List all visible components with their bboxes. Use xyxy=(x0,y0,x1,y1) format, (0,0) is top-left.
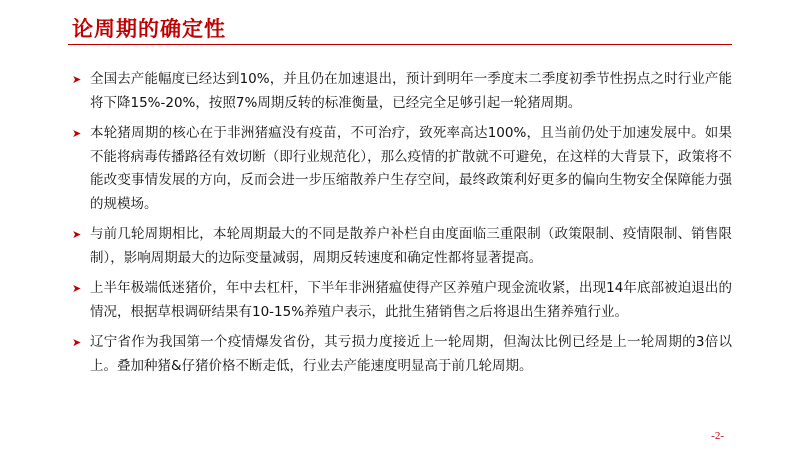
slide-title: 论周期的确定性 xyxy=(72,17,226,41)
arrow-right-icon: ➤ xyxy=(72,228,82,241)
bullet-item xyxy=(68,122,732,216)
bullet-text: 全国去产能幅度已经达到10%，并且仍在加速退出，预计到明年一季度末二季度初季节性拐点之时行业产能将下降15%-20%，按照7%周期反转的标准衡量，已经完全足够引起一轮猪周期。 xyxy=(90,71,732,111)
bullet-item xyxy=(68,223,732,270)
title-divider xyxy=(68,44,732,45)
bullet-text: 上半年极端低迷猪价，年中去杠杆，下半年非洲猪瘟使得产区养殖户现金流收紧，出现14年底部被迫退出的情况，根据草根调研结果有10-15%养殖户表示，此批生猪销售之后将退出生猪养殖行业。 xyxy=(90,280,732,320)
arrow-right-icon: ➤ xyxy=(72,73,82,86)
bullet-list xyxy=(68,68,732,385)
bullet-item xyxy=(68,68,732,115)
bullet-text: 本轮猪周期的核心在于非洲猪瘟没有疫苗，不可治疗，致死率高达100%，且当前仍处于加速发展中。如果不能将病毒传播路径有效切断（即行业规范化），那么疫情的扩散就不可避免，在这样的大背景下，政策将不能改变事情发展的方向，反而会进一步压缩散养户生存空间，最终政策利好更多的偏向生物安全保障能力强的规模场。 xyxy=(90,125,732,212)
page-number: -2- xyxy=(711,430,724,442)
bullet-item xyxy=(68,331,732,378)
arrow-right-icon: ➤ xyxy=(72,282,82,295)
bullet-text: 辽宁省作为我国第一个疫情爆发省份，其亏损力度接近上一轮周期，但淘汰比例已经是上一轮周期的3倍以上。叠加种猪&仔猪价格不断走低，行业去产能速度明显高于前几轮周期。 xyxy=(90,334,732,374)
bullet-item xyxy=(68,277,732,324)
arrow-right-icon: ➤ xyxy=(72,336,82,349)
bullet-text: 与前几轮周期相比，本轮周期最大的不同是散养户补栏自由度面临三重限制（政策限制、疫情限制、销售限制），影响周期最大的边际变量减弱，周期反转速度和确定性都将显著提高。 xyxy=(90,226,732,266)
arrow-right-icon: ➤ xyxy=(72,127,82,140)
